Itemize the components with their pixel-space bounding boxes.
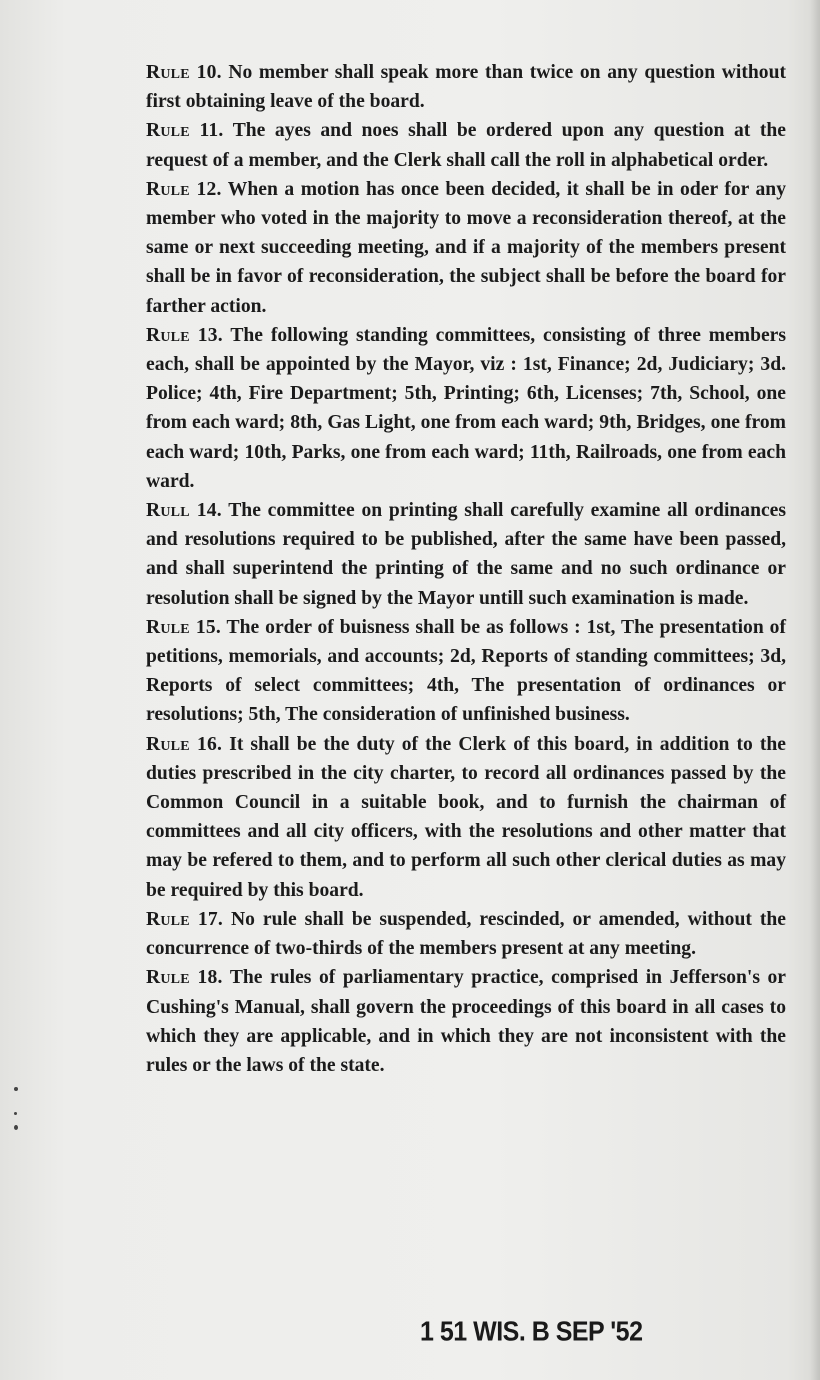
rule-16	[146, 730, 786, 905]
rule-12	[146, 175, 786, 321]
rule-label: Rule 11.	[146, 120, 224, 142]
rule-13	[146, 321, 786, 496]
rules-text	[146, 58, 786, 1080]
page-edge-shadow	[810, 0, 820, 1380]
speck-mark	[14, 1112, 17, 1115]
rule-text: No member shall speak more than twice on any question without first obtaining leave of the board.	[146, 62, 786, 113]
rule-label: Rule 12.	[146, 178, 222, 200]
rule-text: The ayes and noes shall be ordered upon any question at the request of a member, and the Clerk shall call the roll in alphabetical order.	[146, 120, 786, 171]
rule-10	[146, 58, 786, 116]
rule-text: The rules of parliamentary practice, comprised in Jefferson's or Cushing's Manual, shall govern the proceedings of this board in all cases to which they are applicable, and in which they are not inconsistent with the rules or the laws of the state.	[146, 967, 787, 1076]
rule-label: Rule 13.	[146, 324, 223, 346]
rule-text: The order of buisness shall be as follows : 1st, The presentation of petitions, memorials, and accounts; 2d, Reports of standing committees; 3d, Reports of select committees; 4th, The presentation of ordinances or resolutions; 5th, The consideration of unfinished business.	[146, 616, 786, 726]
rule-label: Rule 15.	[146, 616, 221, 638]
rule-text: When a motion has once been decided, it shall be in oder for any member who voted in the majority to move a reconsideration thereof, at the same or next succeeding meeting, and if a majority of the members present shall be in favor of reconsideration, the subject shall be before the board for farther action.	[146, 178, 787, 317]
rule-label: Rule 10.	[146, 62, 222, 83]
rule-label: Rule 16.	[146, 733, 223, 755]
rule-text: The following standing committees, consisting of three members each, shall be appointed by the Mayor, viz : 1st, Finance; 2d, Judiciary; 3d. Police; 4th, Fire Department; 5th, Printing; 6th, Licenses; 7th, School, one from each ward; 8th, Gas Light, one from each ward; 9th, Bridges, one from each ward; 10th, Parks, one from each ward; 11th, Railroads, one from each ward.	[146, 324, 786, 492]
rule-label: Rule 17.	[146, 908, 224, 930]
rule-15	[146, 613, 786, 730]
rule-label: Rull 14.	[146, 500, 222, 522]
rule-text: The committee on printing shall carefully examine all ordinances and resolutions required to be published, after the same have been passed, and shall superintend the printing of the same and no such ordinance or resolution shall be signed by the Mayor untill such examination is made.	[146, 500, 786, 609]
rule-text: It shall be the duty of the Clerk of this board, in addition to the duties prescribed in the city charter, to record all ordinances passed by the Common Council in a suitable book, and to furnish the chairman of committees and all city officers, with the resolutions and other matter that may be refered to them, and to perform all such other clerical duties as may be required by this board.	[146, 733, 786, 901]
rule-label: Rule 18.	[146, 967, 223, 989]
rule-text: No rule shall be suspended, rescinded, or amended, without the concurrence of two-thirds of the members present at any meeting.	[146, 908, 786, 960]
rule-11	[146, 116, 786, 174]
rule-14	[146, 496, 786, 613]
speck-mark	[14, 1125, 18, 1130]
rule-17	[146, 905, 786, 963]
speck-mark	[14, 1087, 18, 1091]
rule-18	[146, 963, 786, 1080]
library-stamp: 1 51 WIS. B SEP '52	[420, 1316, 643, 1348]
